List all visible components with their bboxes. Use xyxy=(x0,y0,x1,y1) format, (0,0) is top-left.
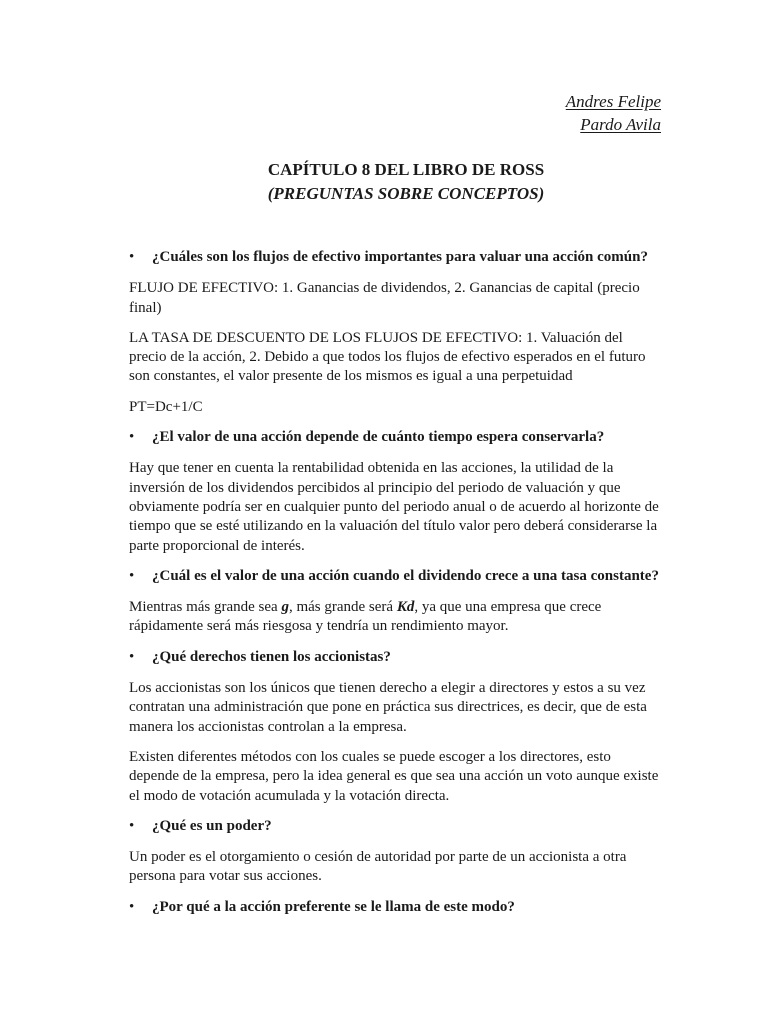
question-preferred-stock xyxy=(129,898,664,917)
document-body xyxy=(129,248,664,929)
author-last-name: Pardo Avila xyxy=(580,115,661,134)
bullet-icon: • xyxy=(129,648,135,665)
answer-paragraph: Hay que tener en cuenta la rentabilidad obtenida en las acciones, la utilidad de la inversión de los dividendos percibidos al principio del periodo de valuación y que obviamente podría ser en cualquier punto del periodo anual o de acuerdo al horizonte de tiempo que se esté utilizando en la valuación del título valor pero deberá considerarse la parte proporcional de interés. xyxy=(129,460,659,554)
question-text: ¿Qué es un poder? xyxy=(152,817,272,834)
bullet-icon: • xyxy=(129,567,135,584)
answer-paragraph xyxy=(129,598,664,637)
answer-paragraph: LA TASA DE DESCUENTO DE LOS FLUJOS DE EFECTIVO: 1. Valuación del precio de la acción, 2. Debido a que todos los flujos de efectivo esperados en el futuro son constantes, el valor presente de los mismos es igual a una perpetuidad xyxy=(129,329,646,385)
bullet-icon: • xyxy=(129,898,135,915)
answer-text: Mientras más grande sea xyxy=(129,599,282,616)
answer-paragraph: Existen diferentes métodos con los cuales se puede escoger a los directores, esto depende de la empresa, pero la idea general es que sea una acción un voto aunque existe el modo de votación acumulada y la votación directa. xyxy=(129,748,659,804)
bullet-icon: • xyxy=(129,817,135,834)
question-constant-growth xyxy=(129,567,664,586)
answer-text: , más grande será xyxy=(288,599,397,616)
question-text: ¿Cuáles son los flujos de efectivo importantes para valuar una acción común? xyxy=(152,249,648,265)
question-shareholder-rights xyxy=(129,648,664,667)
question-holding-time xyxy=(129,428,664,447)
question-text: ¿Qué derechos tienen los accionistas? xyxy=(152,648,391,665)
answer-paragraph: Un poder es el otorgamiento o cesión de autoridad por parte de un accionista a otra persona para votar sus acciones. xyxy=(129,849,627,885)
author-first-name: Andres Felipe xyxy=(565,92,661,111)
answer-text: , ya que una empresa que crece rápidamente será más riesgosa y tendría un rendimiento mayor. xyxy=(129,599,602,635)
formula: PT=Dc+1/C xyxy=(129,398,203,415)
document-title xyxy=(0,158,768,206)
answer-paragraph: FLUJO DE EFECTIVO: 1. Ganancias de dividendos, 2. Ganancias de capital (precio final) xyxy=(129,280,640,316)
variable-g: g xyxy=(281,599,289,616)
bullet-icon: • xyxy=(129,249,135,265)
question-proxy xyxy=(129,817,664,836)
variable-kd: Kd xyxy=(396,599,415,616)
bullet-icon: • xyxy=(129,429,135,446)
title-main: CAPÍTULO 8 DEL LIBRO DE ROSS xyxy=(267,160,545,179)
question-text: ¿El valor de una acción depende de cuánto tiempo espera conservarla? xyxy=(152,429,605,446)
question-text: ¿Por qué a la acción preferente se le llama de este modo? xyxy=(152,898,515,915)
title-subtitle: (PREGUNTAS SOBRE CONCEPTOS) xyxy=(267,184,545,203)
question-cash-flows xyxy=(129,248,664,267)
answer-paragraph: Los accionistas son los únicos que tienen derecho a elegir a directores y estos a su vez contratan una administración que pone en práctica sus directrices, es decir, que de esta manera los accionistas controlan a la empresa. xyxy=(129,680,647,735)
question-text: ¿Cuál es el valor de una acción cuando el dividendo crece a una tasa constante? xyxy=(152,567,659,584)
author-name xyxy=(566,90,661,136)
